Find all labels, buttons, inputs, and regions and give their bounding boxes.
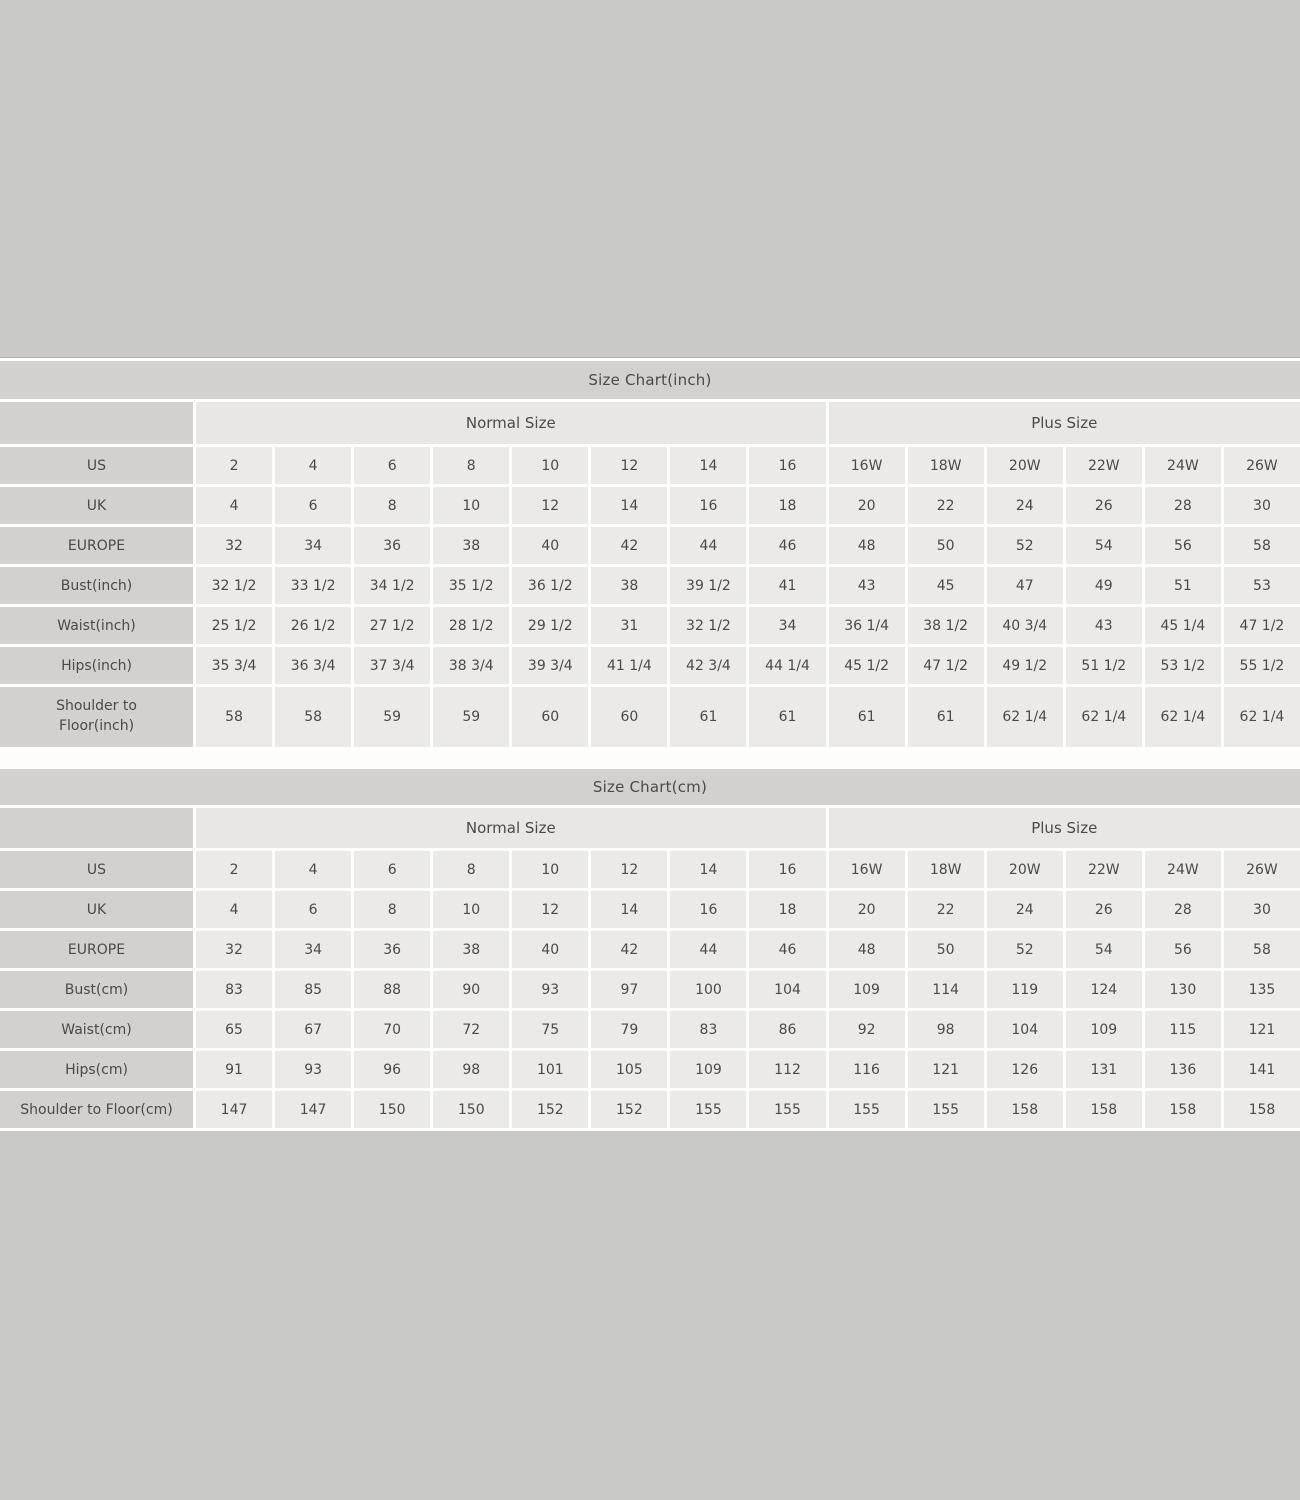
size-cell: 48 (829, 931, 905, 968)
row-label-text: Bust(cm) (64, 981, 129, 998)
size-cell: 47 1/2 (908, 647, 984, 684)
size-cell: 44 (670, 527, 746, 564)
size-cell: 12 (512, 891, 588, 928)
row-label-text: Hips(inch) (61, 657, 132, 674)
size-cell: 105 (591, 1051, 667, 1088)
size-cell: 90 (433, 971, 509, 1008)
size-cell: 109 (829, 971, 905, 1008)
row-label (0, 607, 193, 644)
row-label-text: Bust(inch) (60, 577, 133, 594)
size-cell: 119 (987, 971, 1063, 1008)
size-cell: 8 (433, 851, 509, 888)
size-cell: 98 (433, 1051, 509, 1088)
row-label (0, 931, 193, 968)
size-cell: 47 (987, 567, 1063, 604)
row-label (0, 647, 193, 684)
row-label (0, 891, 193, 928)
size-cell: 152 (512, 1091, 588, 1128)
size-cell: 18W (908, 851, 984, 888)
size-cell: 12 (512, 487, 588, 524)
size-cell: 40 (512, 931, 588, 968)
size-cell: 58 (196, 687, 272, 747)
size-cell: 75 (512, 1011, 588, 1048)
size-cell: 44 1/4 (749, 647, 825, 684)
size-cell: 38 (433, 931, 509, 968)
size-cell: 20W (987, 851, 1063, 888)
size-cell: 20 (829, 891, 905, 928)
size-cell: 6 (354, 851, 430, 888)
row-label (0, 1051, 193, 1088)
size-cell: 116 (829, 1051, 905, 1088)
size-cell: 52 (987, 931, 1063, 968)
size-cell: 62 1/4 (1066, 687, 1142, 747)
size-cell: 31 (591, 607, 667, 644)
size-cell: 91 (196, 1051, 272, 1088)
size-cell: 34 1/2 (354, 567, 430, 604)
size-cell: 136 (1145, 1051, 1221, 1088)
size-cell: 4 (196, 487, 272, 524)
size-cell: 41 (749, 567, 825, 604)
size-cell: 86 (749, 1011, 825, 1048)
size-cell: 93 (512, 971, 588, 1008)
size-cell: 26 (1066, 891, 1142, 928)
size-cell: 22W (1066, 851, 1142, 888)
size-cell: 100 (670, 971, 746, 1008)
size-cell: 14 (591, 487, 667, 524)
size-cell: 96 (354, 1051, 430, 1088)
size-cell: 8 (354, 891, 430, 928)
size-cell: 56 (1145, 931, 1221, 968)
row-label (0, 971, 193, 1008)
size-cell: 16 (749, 447, 825, 484)
size-cell: 85 (275, 971, 351, 1008)
size-cell: 61 (908, 687, 984, 747)
row-label (0, 447, 193, 484)
size-cell: 72 (433, 1011, 509, 1048)
size-cell: 109 (670, 1051, 746, 1088)
row-label (0, 1011, 193, 1048)
size-cell: 16 (749, 851, 825, 888)
size-cell: 104 (987, 1011, 1063, 1048)
size-cell: 83 (196, 971, 272, 1008)
size-cell: 8 (354, 487, 430, 524)
row-label (0, 567, 193, 604)
size-cell: 27 1/2 (354, 607, 430, 644)
size-cell: 28 (1145, 487, 1221, 524)
size-cell: 62 1/4 (987, 687, 1063, 747)
size-cell: 70 (354, 1011, 430, 1048)
size-cell: 18 (749, 891, 825, 928)
size-cell: 93 (275, 1051, 351, 1088)
size-cell: 16W (829, 447, 905, 484)
plus-size-header: Plus Size (829, 402, 1300, 444)
size-cell: 33 1/2 (275, 567, 351, 604)
size-cell: 50 (908, 931, 984, 968)
size-cell: 24 (987, 487, 1063, 524)
normal-size-header: Normal Size (196, 402, 826, 444)
size-cell: 47 1/2 (1224, 607, 1300, 644)
size-cell: 65 (196, 1011, 272, 1048)
size-cell: 61 (749, 687, 825, 747)
size-cell: 22 (908, 891, 984, 928)
size-cell: 43 (829, 567, 905, 604)
normal-size-header: Normal Size (196, 808, 826, 848)
size-cell: 40 (512, 527, 588, 564)
size-chart-cm-table (0, 769, 1300, 1128)
size-cell: 61 (670, 687, 746, 747)
size-cell: 59 (433, 687, 509, 747)
size-cell: 28 1/2 (433, 607, 509, 644)
row-label-text: US (86, 457, 107, 474)
size-cell: 6 (354, 447, 430, 484)
size-cell: 62 1/4 (1145, 687, 1221, 747)
size-cell: 53 (1224, 567, 1300, 604)
size-cell: 38 (591, 567, 667, 604)
size-cell: 29 1/2 (512, 607, 588, 644)
row-label (0, 487, 193, 524)
size-cell: 41 1/4 (591, 647, 667, 684)
size-cell: 12 (591, 447, 667, 484)
size-cell: 53 1/2 (1145, 647, 1221, 684)
size-cell: 101 (512, 1051, 588, 1088)
size-cell: 58 (275, 687, 351, 747)
size-cell: 32 (196, 527, 272, 564)
size-cell: 59 (354, 687, 430, 747)
size-cell: 4 (275, 447, 351, 484)
size-cell: 40 3/4 (987, 607, 1063, 644)
size-cell: 2 (196, 851, 272, 888)
size-cell: 24W (1145, 851, 1221, 888)
size-cell: 38 1/2 (908, 607, 984, 644)
size-cell: 58 (1224, 931, 1300, 968)
size-cell: 32 (196, 931, 272, 968)
size-cell: 97 (591, 971, 667, 1008)
size-cell: 24W (1145, 447, 1221, 484)
row-label (0, 687, 193, 747)
size-cell: 38 (433, 527, 509, 564)
size-cell: 104 (749, 971, 825, 1008)
size-cell: 35 1/2 (433, 567, 509, 604)
size-cell: 16 (670, 891, 746, 928)
row-label-text: Waist(inch) (57, 617, 136, 634)
size-cell: 34 (749, 607, 825, 644)
size-cell: 36 3/4 (275, 647, 351, 684)
row-label-text: US (86, 861, 107, 878)
size-cell: 32 1/2 (670, 607, 746, 644)
size-cell: 26W (1224, 447, 1300, 484)
size-cell: 39 3/4 (512, 647, 588, 684)
size-cell: 49 (1066, 567, 1142, 604)
size-cell: 61 (829, 687, 905, 747)
size-cell: 12 (591, 851, 667, 888)
size-cell: 150 (433, 1091, 509, 1128)
size-cell: 42 (591, 931, 667, 968)
size-cell: 36 (354, 527, 430, 564)
size-cell: 14 (591, 891, 667, 928)
size-cell: 45 1/4 (1145, 607, 1221, 644)
size-cell: 50 (908, 527, 984, 564)
size-cell: 45 1/2 (829, 647, 905, 684)
size-cell: 135 (1224, 971, 1300, 1008)
size-cell: 4 (275, 851, 351, 888)
size-cell: 92 (829, 1011, 905, 1048)
size-cell: 42 3/4 (670, 647, 746, 684)
size-cell: 54 (1066, 527, 1142, 564)
table-title: Size Chart(cm) (0, 769, 1300, 805)
size-cell: 26 1/2 (275, 607, 351, 644)
size-cell: 6 (275, 487, 351, 524)
size-cell: 46 (749, 931, 825, 968)
size-cell: 36 1/2 (512, 567, 588, 604)
size-cell: 124 (1066, 971, 1142, 1008)
size-cell: 155 (829, 1091, 905, 1128)
size-cell: 79 (591, 1011, 667, 1048)
size-cell: 126 (987, 1051, 1063, 1088)
size-cell: 88 (354, 971, 430, 1008)
size-cell: 24 (987, 891, 1063, 928)
size-cell: 4 (196, 891, 272, 928)
size-cell: 38 3/4 (433, 647, 509, 684)
size-cell: 56 (1145, 527, 1221, 564)
size-cell: 22 (908, 487, 984, 524)
size-cell: 60 (591, 687, 667, 747)
header-spacer-cell (0, 808, 193, 848)
size-cell: 30 (1224, 891, 1300, 928)
size-cell: 39 1/2 (670, 567, 746, 604)
size-cell: 158 (1145, 1091, 1221, 1128)
size-cell: 20W (987, 447, 1063, 484)
size-cell: 51 1/2 (1066, 647, 1142, 684)
size-cell: 62 1/4 (1224, 687, 1300, 747)
size-cell: 36 (354, 931, 430, 968)
size-cell: 147 (196, 1091, 272, 1128)
size-cell: 121 (908, 1051, 984, 1088)
size-cell: 130 (1145, 971, 1221, 1008)
row-label-text: UK (86, 497, 107, 514)
size-cell: 158 (987, 1091, 1063, 1128)
size-cell: 58 (1224, 527, 1300, 564)
size-cell: 67 (275, 1011, 351, 1048)
size-chart-inch-table (0, 361, 1300, 747)
size-cell: 28 (1145, 891, 1221, 928)
size-cell: 45 (908, 567, 984, 604)
size-cell: 54 (1066, 931, 1142, 968)
size-cell: 2 (196, 447, 272, 484)
size-cell: 6 (275, 891, 351, 928)
size-cell: 155 (749, 1091, 825, 1128)
size-cell: 8 (433, 447, 509, 484)
size-cell: 60 (512, 687, 588, 747)
size-cell: 14 (670, 851, 746, 888)
size-cell: 114 (908, 971, 984, 1008)
size-cell: 36 1/4 (829, 607, 905, 644)
row-label (0, 851, 193, 888)
size-cell: 109 (1066, 1011, 1142, 1048)
size-cell: 32 1/2 (196, 567, 272, 604)
size-cell: 83 (670, 1011, 746, 1048)
size-cell: 155 (908, 1091, 984, 1128)
size-cell: 141 (1224, 1051, 1300, 1088)
row-label-text: UK (86, 901, 107, 918)
size-cell: 158 (1066, 1091, 1142, 1128)
row-label-text: Shoulder to Floor(cm) (20, 1101, 173, 1118)
size-cell: 37 3/4 (354, 647, 430, 684)
row-label-text: EUROPE (67, 537, 126, 554)
size-cell: 158 (1224, 1091, 1300, 1128)
size-cell: 155 (670, 1091, 746, 1128)
size-cell: 115 (1145, 1011, 1221, 1048)
size-cell: 46 (749, 527, 825, 564)
row-label (0, 527, 193, 564)
size-cell: 10 (512, 851, 588, 888)
table-title: Size Chart(inch) (0, 361, 1300, 399)
size-cell: 16 (670, 487, 746, 524)
size-cell: 150 (354, 1091, 430, 1128)
size-cell: 16W (829, 851, 905, 888)
size-cell: 26W (1224, 851, 1300, 888)
header-spacer-cell (0, 402, 193, 444)
row-label-text: Hips(cm) (65, 1061, 128, 1078)
size-cell: 44 (670, 931, 746, 968)
row-label-text: Shoulder to Floor(inch) (56, 698, 137, 734)
size-cell: 121 (1224, 1011, 1300, 1048)
size-cell: 22W (1066, 447, 1142, 484)
row-label (0, 1091, 193, 1128)
size-cell: 152 (591, 1091, 667, 1128)
size-cell: 10 (512, 447, 588, 484)
size-cell: 35 3/4 (196, 647, 272, 684)
size-cell: 34 (275, 527, 351, 564)
size-cell: 10 (433, 891, 509, 928)
size-cell: 98 (908, 1011, 984, 1048)
table-gap (0, 747, 1300, 769)
size-cell: 20 (829, 487, 905, 524)
size-cell: 48 (829, 527, 905, 564)
size-cell: 34 (275, 931, 351, 968)
size-cell: 131 (1066, 1051, 1142, 1088)
size-cell: 52 (987, 527, 1063, 564)
size-cell: 51 (1145, 567, 1221, 604)
plus-size-header: Plus Size (829, 808, 1300, 848)
size-cell: 49 1/2 (987, 647, 1063, 684)
size-cell: 55 1/2 (1224, 647, 1300, 684)
row-label-text: Waist(cm) (61, 1021, 132, 1038)
size-cell: 26 (1066, 487, 1142, 524)
size-cell: 147 (275, 1091, 351, 1128)
size-cell: 42 (591, 527, 667, 564)
size-cell: 30 (1224, 487, 1300, 524)
size-cell: 10 (433, 487, 509, 524)
size-cell: 18 (749, 487, 825, 524)
size-charts-panel (0, 357, 1300, 1131)
size-cell: 112 (749, 1051, 825, 1088)
size-cell: 25 1/2 (196, 607, 272, 644)
row-label-text: EUROPE (67, 941, 126, 958)
size-cell: 14 (670, 447, 746, 484)
size-cell: 18W (908, 447, 984, 484)
size-cell: 43 (1066, 607, 1142, 644)
